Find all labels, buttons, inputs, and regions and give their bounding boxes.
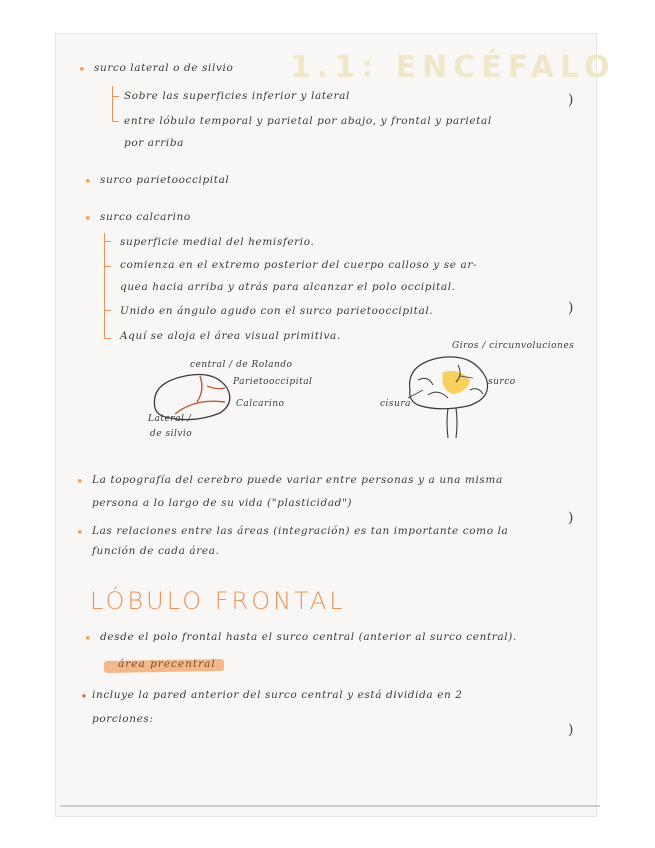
bullet: • — [76, 475, 84, 490]
bracket-tick — [112, 121, 119, 122]
bullet: • — [84, 632, 92, 647]
note-line: surco calcarino — [100, 211, 191, 223]
note-line: surco parietooccipital — [100, 174, 230, 186]
page-edge — [60, 805, 600, 807]
bullet: • — [76, 526, 84, 541]
binder-hole-icon: ) — [568, 300, 574, 316]
section-title: LÓBULO FRONTAL — [90, 587, 346, 615]
note-line: surco lateral o de silvio — [94, 62, 234, 74]
note-line: desde el polo frontal hasta el surco central (anterior al surco central). — [100, 631, 517, 643]
note-line: función de cada área. — [92, 545, 220, 557]
note-line: La topografía del cerebro puede variar entre personas y a una misma — [92, 474, 503, 486]
note-line: incluye la pared anterior del surco central y está dividida en 2 — [92, 689, 463, 701]
bracket-tick — [104, 338, 111, 339]
bracket-tick — [112, 96, 119, 97]
label-cisura: cisura — [380, 399, 412, 409]
note-line: superficie medial del hemisferio. — [120, 236, 315, 248]
note-line: por arriba — [124, 137, 185, 149]
label-parietooccipital: Parietooccipital — [233, 377, 313, 387]
note-line: Aquí se aloja el área visual primitiva. — [120, 330, 341, 342]
bullet: • — [78, 63, 86, 78]
note-line: comienza en el extremo posterior del cuerpo calloso y se ar- — [120, 259, 478, 271]
label-lateral: Lateral / — [148, 414, 192, 424]
binder-hole-icon: ) — [568, 510, 574, 526]
bullet: • — [84, 212, 92, 227]
bracket — [112, 86, 113, 122]
note-line: quea hacia arriba y atrás para alcanzar el polo occipital. — [120, 281, 456, 293]
note-line: entre lóbulo temporal y parietal por abajo, y frontal y parietal — [124, 115, 492, 127]
note-line: Sobre las superficies inferior y lateral — [124, 90, 350, 102]
note-line: Unido en ángulo agudo con el surco parietooccipital. — [120, 305, 434, 317]
note-line: persona a lo largo de su vida ("plasticidad") — [92, 497, 353, 509]
bracket-tick — [104, 310, 111, 311]
highlighted-term: área precentral — [118, 658, 216, 670]
label-giros: Giros / circunvoluciones — [452, 341, 575, 351]
binder-hole-icon: ) — [568, 722, 574, 738]
note-line: porciones: — [92, 713, 154, 725]
bracket-tick — [104, 266, 111, 267]
label-calcarino: Calcarino — [236, 399, 285, 409]
bullet: • — [80, 690, 88, 705]
binder-hole-icon: ) — [568, 92, 574, 108]
note-line: Las relaciones entre las áreas (integración) es tan importante como la — [92, 525, 509, 537]
brain-head-sketch — [398, 350, 498, 440]
label-surco: surco — [488, 377, 516, 387]
bracket-tick — [104, 241, 111, 242]
label-lateral-silvio: de silvio — [150, 429, 193, 439]
label-central: central / de Rolando — [190, 360, 293, 370]
bracket — [104, 233, 105, 339]
bullet: • — [84, 175, 92, 190]
ghost-heading: 1.1: ENCÉFALO — [290, 50, 616, 85]
